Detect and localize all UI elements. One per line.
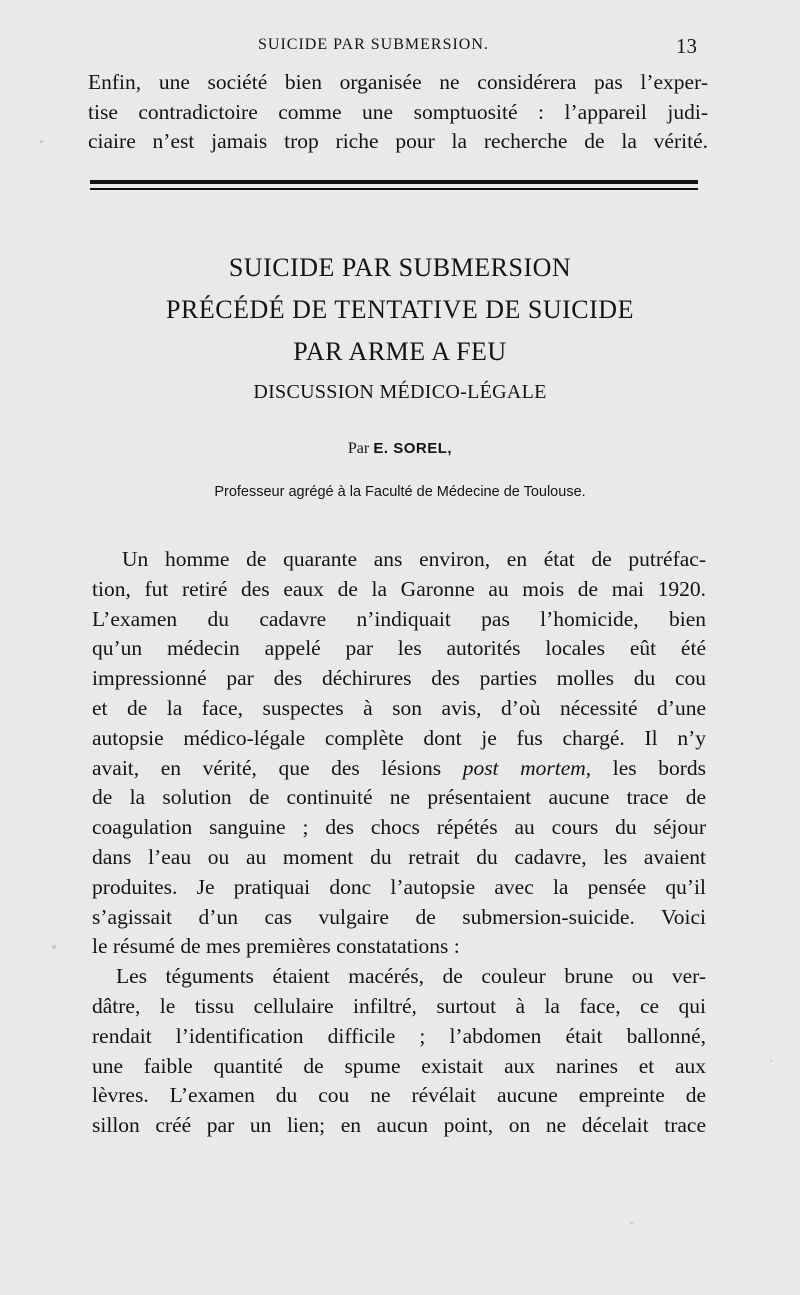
text-line: coagulation sanguine ; des chocs répétés au cours du séjour bbox=[92, 815, 706, 840]
text-line: L’examen du cadavre n’indiquait pas l’homicide, bien bbox=[92, 606, 706, 631]
running-header bbox=[0, 34, 800, 58]
byline-prefix: Par bbox=[347, 440, 370, 457]
text-line: tion, fut retiré des eaux de la Garonne au mois de mai 1920. bbox=[92, 576, 706, 601]
paper-speck bbox=[770, 1060, 772, 1062]
text-line: s’agissait d’un cas vulgaire de submersion-suicide. Voici bbox=[92, 904, 706, 929]
title-line-3: PAR ARME A FEU bbox=[293, 337, 507, 366]
text-line: Enfin, une société bien organisée ne considérera pas l’exper- bbox=[88, 70, 708, 94]
text-line: dans l’eau ou au moment du retrait du cadavre, les avaient bbox=[92, 844, 706, 869]
text-line: une faible quantité de spume existait aux narines et aux bbox=[92, 1053, 706, 1078]
text-line: Un homme de quarante ans environ, en état de putréfac- bbox=[122, 547, 706, 571]
paper-speck bbox=[40, 140, 43, 143]
page-number: 13 bbox=[676, 34, 697, 58]
article-body bbox=[92, 545, 706, 1141]
divider-thick-rule bbox=[90, 180, 698, 184]
text-line: Les téguments étaient macérés, de couleur brune ou ver- bbox=[116, 964, 706, 989]
author-affiliation: Professeur agrégé à la Faculté de Médecine de Toulouse. bbox=[214, 484, 586, 500]
byline bbox=[0, 440, 800, 458]
text-line: rendait l’identification difficile ; l’abdomen était ballonné, bbox=[92, 1023, 706, 1048]
text-line: tise contradictoire comme une somptuosité : l’appareil judi- bbox=[88, 99, 708, 124]
title-line-2: PRÉCÉDÉ DE TENTATIVE DE SUICIDE bbox=[166, 295, 634, 324]
carry-over-paragraph bbox=[88, 68, 708, 157]
text-line: et de la face, suspectes à son avis, d’où nécessité d’une bbox=[92, 695, 706, 720]
text-line: qu’un médecin appelé par les autorités locales eût été bbox=[92, 636, 706, 661]
running-title: SUICIDE PAR SUBMERSION. bbox=[258, 36, 489, 53]
author-name: E. SOREL, bbox=[373, 440, 453, 457]
text-line: de la solution de continuité ne présentaient aucune trace de bbox=[92, 785, 706, 810]
text-line: le résumé de mes premières constatations : bbox=[92, 934, 460, 959]
text-line: dâtre, le tissu cellulaire infiltré, surtout à la face, ce qui bbox=[92, 993, 706, 1018]
text-line: impressionné par des déchirures des parties molles du cou bbox=[92, 666, 706, 691]
title-line-1: SUICIDE PAR SUBMERSION bbox=[228, 253, 572, 282]
text-line: lèvres. L’examen du cou ne révélait aucune empreinte de bbox=[92, 1083, 706, 1108]
divider-thin-rule bbox=[90, 188, 698, 190]
text-line-with-italic bbox=[92, 754, 706, 784]
text-line: autopsie médico-légale complète dont je fus chargé. Il n’y bbox=[92, 725, 706, 750]
text-line: produites. Je pratiquai donc l’autopsie avec la pensée qu’il bbox=[92, 874, 706, 899]
article-subtitle: DISCUSSION MÉDICO-LÉGALE bbox=[253, 381, 547, 403]
text-segment: avait, en vérité, que des lésions bbox=[92, 755, 442, 780]
text-line: ciaire n’est jamais trop riche pour la recherche de la vérité. bbox=[88, 129, 708, 153]
text-line: sillon créé par un lien; en aucun point, on ne décelait trace bbox=[92, 1113, 706, 1138]
paper-speck bbox=[52, 945, 56, 949]
paper-speck bbox=[630, 1222, 633, 1224]
section-divider bbox=[90, 180, 698, 192]
italic-term: post mortem, bbox=[462, 755, 592, 780]
text-segment: les bords bbox=[612, 755, 707, 780]
